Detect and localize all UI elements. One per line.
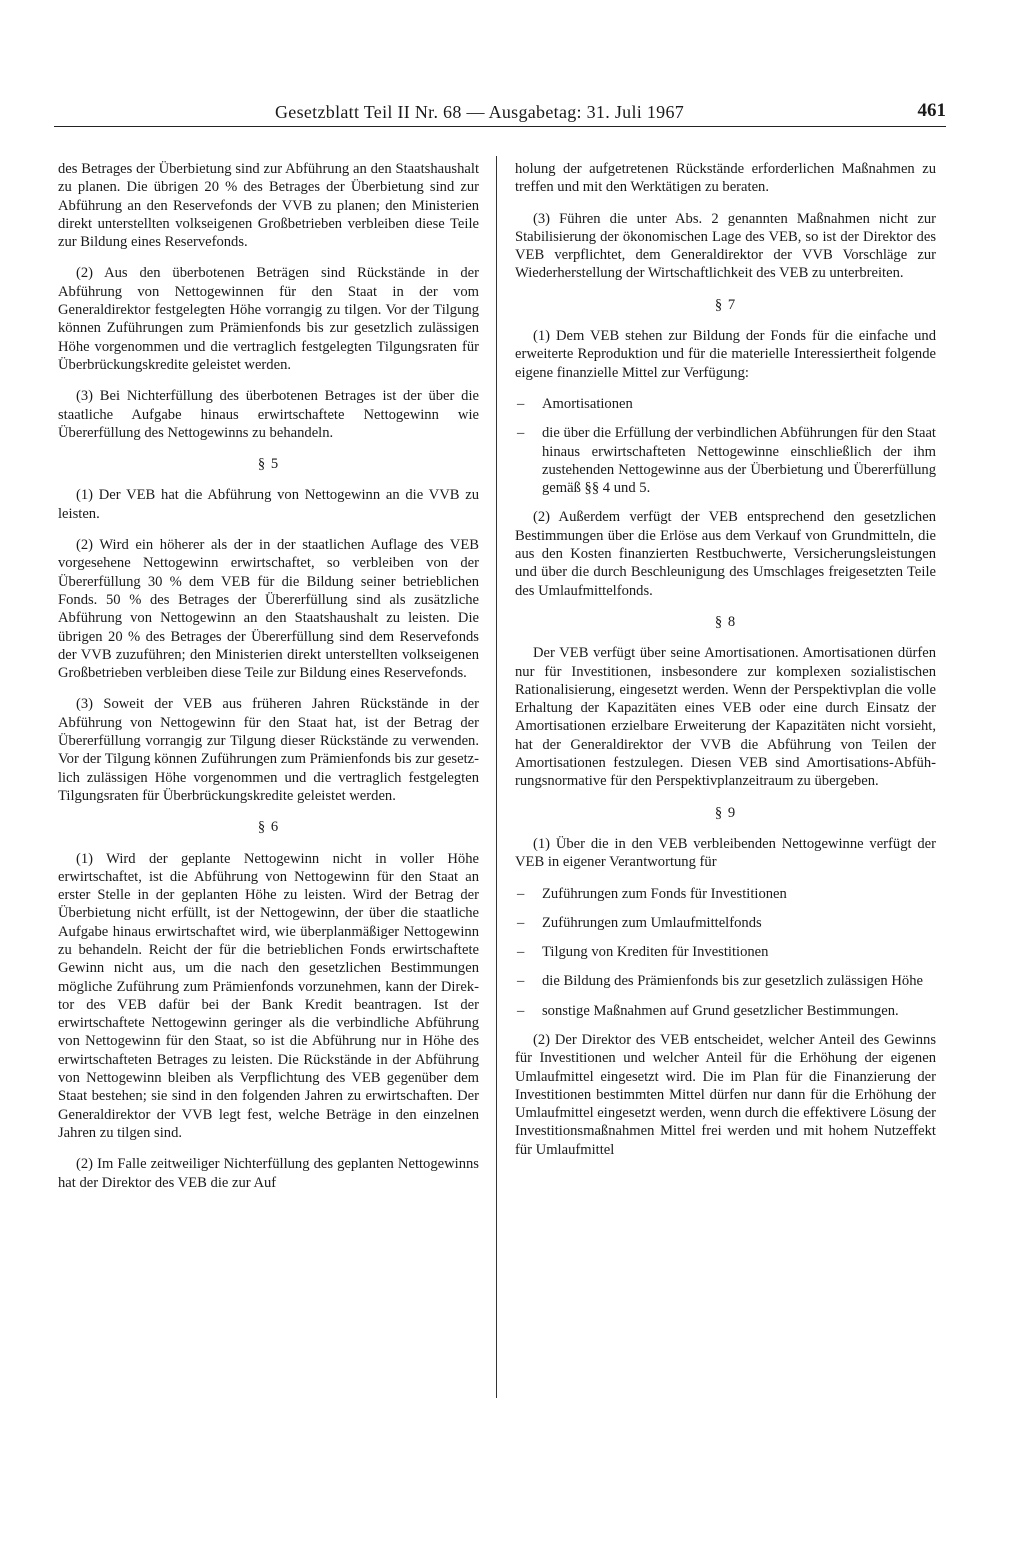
column-divider (496, 156, 497, 1398)
paragraph: des Betrages der Überbietung sind zur Abführung an den Staatshaushalt zu planen. Die übrigen 20 % des Betrages der Überbietung sind zur Abführung an den Reservefonds der VVB zu planen; den Ministerien direkt unterstellten volkseigenen Großbetrieben verbleiben diese Teile zur Bildung eines Reservefonds. (58, 161, 479, 251)
page-header (54, 100, 946, 127)
paragraph: (3) Führen die unter Abs. 2 genannten Maßnahmen nicht zur Stabilisierung der ökonomischen Lage des VEB, so ist der Direktor des VEB verpflichtet, dem Generaldirektor der VVB Vorschläge zur Wiederherstellung der Wirtschaftlichkeit des VEB zu unterbreiten. (515, 210, 936, 282)
paragraph: (2) Aus den überbotenen Beträgen sind Rückstände in der Abführung von Nettogewinnen für den Staat in der vom Generaldirektor festgelegten Höhe vorrangig zu tilgen. Vor der Tilgung können Zuführungen zum Prämienfonds bis zur gesetzlich zulässigen Höhe vorgenommen und die vertraglich festgelegten Tilgungsraten für Überbrückungskredite geleistet werden. (58, 265, 479, 373)
list-dash: – (517, 395, 525, 412)
list-item (515, 885, 936, 903)
section-heading: § 7 (714, 296, 737, 313)
paragraph: (1) Wird der geplante Nettogewinn nicht in voller Höhe erwirtschaftet, ist die Abführung von Nettogewinn für den Staat an erster Stelle in der geplanten Höhe zu leisten. Wird der Betrag der Überbietung nicht erfüllt, ist der Nettogewinn, der über die staatliche Aufgabe hinaus erwirtschaftet wird, wie überplanmäßiger Nettogewinn zu behandeln. Reicht der für die betrieblichen Fonds erwirtschaftete Gewinn nicht aus, um die nach den gesetzlichen Bestimmungen mögliche Zuführung zum Prämienfonds vorzunehmen, kann der Direktor des VEB dafür bei der Bank Kredit beantragen. Ist der erwirtschaftete Nettogewinn geringer als die verbindliche Abführung von Nettogewinn für den Staat, so ist die Abführung nur in Höhe des erwirtschafteten Betrages zu leisten. Die Rückstände in der Abführung von Nettogewinn bleiben als Verpflichtung des VEB gegenüber dem Staat bestehen; sie sind in den folgenden Jahren zu erwirtschaften. Der Generaldirektor der VVB legt fest, welche Beträge in den einzelnen Jahren zu tilgen sind. (58, 850, 479, 1141)
section-heading: § 8 (714, 613, 737, 630)
section-heading: § 6 (257, 819, 280, 836)
list-dash: – (517, 885, 525, 902)
paragraph: Der VEB verfügt über seine Amortisationen. Amortisationen dürfen nur für Investitionen, insbesondere zur komplexen sozialistischen Rationalisierung, eingesetzt werden. Wenn der Perspektivplan die volle Erhaltung der Kapazitäten eines VEB oder eine durch Einsatz der Amortisationen erzielbare Erweiterung der Kapazitäten nicht vorsieht, hat der Generaldirektor der VVB die Abführung von Teilen der Amortisationen festzulegen. Diesen VEB sind Amortisations-Abführungsnormative für den Perspektivplanzeitraum zu übergeben. (515, 645, 936, 790)
list-item-text: die Bildung des Prämienfonds bis zur gesetzlich zulässigen Höhe (542, 973, 923, 990)
paragraph: (1) Dem VEB stehen zur Bildung der Fonds für die einfache und erweiterte Reproduktion und für die materielle Interessiertheit folgende eigene finanzielle Mittel zur Verfügung: (515, 328, 936, 381)
paragraph: (2) Der Direktor des VEB entscheidet, welcher Anteil des Gewinns für Investitionen und welcher Anteil für die Erhöhung der eigenen Umlaufmittel eingesetzt wird. Die im Plan für die Finanzierung der Investitionen bestimmten Mittel dürfen nur dann für die Erhöhung der Umlaufmittel eingesetzt werden, wenn durch die effektivere Lösung der Investitionsmaßnahmen Mittel frei werden und mit hohem Nutzeffekt für Umlaufmittel (515, 1031, 936, 1158)
list-item (515, 972, 936, 990)
list-item-text: Zuführungen zum Fonds für Investitionen (542, 885, 787, 902)
list-item-text: Zuführungen zum Umlaufmittelfonds (542, 914, 762, 931)
paragraph: (3) Bei Nichterfüllung des überbotenen Betrages ist der über die staatliche Aufgabe hinaus erwirtschaftete Nettogewinn wie Übererfüllung des Nettogewinns zu behandeln. (58, 388, 479, 441)
list-dash: – (517, 1002, 525, 1019)
paragraph: (2) Außerdem verfügt der VEB entsprechend den gesetzlichen Bestimmungen über die Erlöse aus dem Verkauf von Grundmitteln, die aus den Kosten finanzierten Restbuchwerte, Versicherungsleistungen und über die durch Beschleunigung des Umschlages freigesetzten Teile des Umlaufmittelfonds. (515, 509, 936, 599)
list-item (515, 914, 936, 932)
paragraph: (1) Über die in den VEB verbleibenden Nettogewinne verfügt der VEB in eigener Verantwortung für (515, 835, 936, 871)
list-item (515, 1002, 936, 1020)
list-item-text: die über die Erfüllung der verbindlichen Abführungen für den Staat hinaus erwirtschafteten Nettogewinne einschließlich der ihm zustehenden Nettogewinne aus der Überbietung und Übererfüllung gemäß §§ 4 und 5. (542, 425, 936, 497)
list-dash: – (517, 425, 525, 442)
header-title: Gesetzblatt Teil II Nr. 68 — Ausgabetag: 31. Juli 1967 (275, 102, 685, 122)
section-heading: § 5 (257, 456, 280, 473)
right-column (515, 160, 936, 1172)
list-dash: – (517, 944, 525, 961)
paragraph: (2) Wird ein höherer als der in der staatlichen Auflage des VEB vorgesehene Nettogewinn erwirtschaftet, so verbleiben von der Übererfüllung 30 % dem VEB für die Bildung seiner betrieblichen Fonds. 50 % des Betrages der Übererfüllung sind als zusätzliche Abführung von Nettogewinn an den Staatshaushalt zu leisten. Die übrigen 20 % des Betrages der Übererfüllung sind dem Reservefonds der VVB zuzuführen; den Ministerien direkt unterstellten volkseigenen Großbetrieben verbleiben diese Teile zur Bildung eines Reservefonds. (58, 537, 479, 682)
list-item-text: Tilgung von Krediten für Investitionen (542, 944, 769, 961)
list-item-text: sonstige Maßnahmen auf Grund gesetzlicher Bestimmungen. (542, 1002, 899, 1019)
list-dash: – (517, 973, 525, 990)
paragraph: (2) Im Falle zeitweiliger Nichterfüllung des geplanten Nettogewinns hat der Direktor des VEB die zur Auf (58, 1156, 479, 1191)
list-dash: – (517, 914, 525, 931)
list-item (515, 943, 936, 961)
list-item-text: Amortisationen (542, 395, 633, 412)
paragraph: (1) Der VEB hat die Abführung von Nettogewinn an die VVB zu leisten. (58, 487, 479, 522)
paragraph: holung der aufgetretenen Rückstände erforderlichen Maßnahmen zu treffen und mit den Werktätigen zu beraten. (515, 161, 936, 196)
left-column (58, 160, 479, 1205)
page-number: 461 (917, 100, 946, 121)
list-item (515, 424, 936, 497)
paragraph: (3) Soweit der VEB aus früheren Jahren Rückstände in der Abführung von Nettogewinn für den Staat hat, ist der Betrag der Übererfüllung vorrangig zur Tilgung dieser Rückstände zu verwenden. Vor der Tilgung können Zuführungen zum Prämienfonds bis zur gesetzlich zulässigen Höhe vorgenommen und die vertraglich festgelegten Tilgungsraten für Überbrückungskredite geleistet werden. (58, 696, 479, 804)
section-heading: § 9 (714, 804, 737, 821)
list-item (515, 395, 936, 413)
